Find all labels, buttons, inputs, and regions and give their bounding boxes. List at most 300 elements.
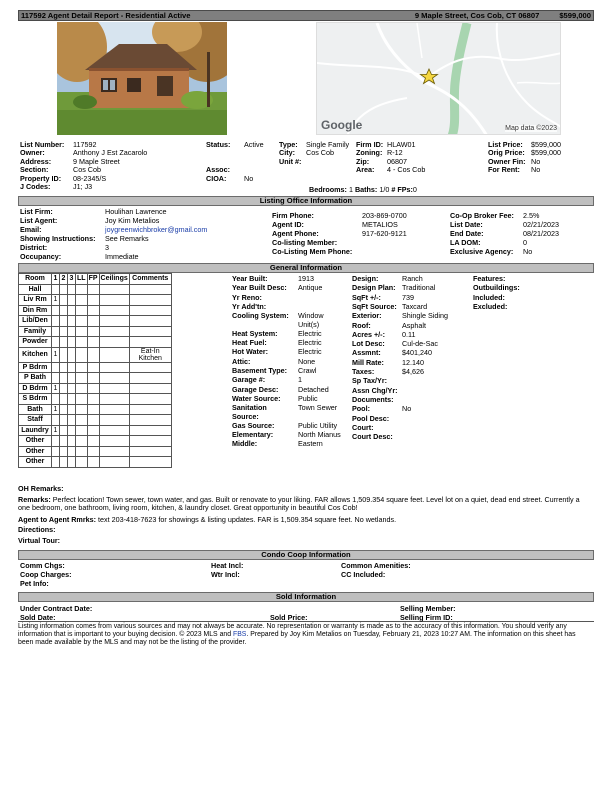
- general-field: [473, 293, 505, 302]
- comm-chgs-label: Comm Chgs:: [20, 561, 65, 570]
- room-level-1: [52, 446, 60, 457]
- rooms-header-row: [19, 274, 172, 285]
- header-price: $599,000: [559, 11, 591, 20]
- report-title: 117592 Agent Detail Report - Residential Active: [21, 11, 191, 20]
- list-date-label: List Date:: [450, 220, 483, 229]
- room-row: [19, 326, 172, 337]
- listing-summary: [18, 134, 594, 196]
- sold-price-label: Sold Price:: [270, 613, 308, 622]
- general-field: [232, 328, 322, 338]
- rooms-col-header: Comments: [129, 274, 171, 285]
- room-fp: [87, 425, 99, 436]
- room-fp: [87, 404, 99, 415]
- general-field-label: Year Built:: [232, 274, 268, 283]
- general-field: [232, 283, 323, 293]
- room-level-ll: [76, 362, 88, 373]
- la-dom-value: 0: [523, 238, 527, 247]
- room-level-2: [60, 337, 68, 348]
- room-level-ll: [76, 316, 88, 327]
- colisting-member-label: Co-listing Member:: [272, 238, 338, 247]
- room-fp: [87, 415, 99, 426]
- baths-value: 1/0: [379, 185, 390, 194]
- oh-remarks: [18, 485, 64, 493]
- room-level-1: 1: [52, 404, 60, 415]
- zip-label: Zip:: [356, 157, 370, 166]
- room-row: [19, 337, 172, 348]
- general-field: [232, 347, 322, 357]
- bedrooms-label: Bedrooms:: [309, 185, 347, 194]
- room-level-1: [52, 305, 60, 316]
- cobroker-fee-value: 2.5%: [523, 211, 540, 220]
- general-field: [352, 376, 387, 385]
- occupancy-value: Immediate: [105, 252, 139, 261]
- general-field: [352, 348, 432, 358]
- room-row: [19, 316, 172, 327]
- room-level-3: [68, 446, 76, 457]
- general-field: [352, 301, 428, 311]
- general-field-label: Exterior:: [352, 311, 382, 321]
- general-field-label: Court:: [352, 422, 374, 432]
- room-level-ll: [76, 404, 88, 415]
- rooms-col-header: LL: [77, 275, 86, 283]
- general-field: [352, 404, 412, 414]
- room-level-1: 1: [52, 383, 60, 394]
- general-field-value: No: [402, 404, 412, 414]
- agent-id-value: METALIOS: [362, 220, 398, 229]
- general-field-value: Antique: [298, 283, 323, 293]
- agent-phone-value: 917-620-9121: [362, 229, 407, 238]
- unit-label: Unit #:: [279, 157, 302, 166]
- general-field-value: 12.140: [402, 357, 424, 367]
- room-comments: [129, 337, 171, 348]
- general-field: [232, 302, 266, 311]
- room-level-2: [60, 436, 68, 447]
- colisting-phone-label: Co-Listing Mem Phone:: [272, 247, 353, 256]
- room-comments: [129, 383, 171, 394]
- room-level-2: [60, 362, 68, 373]
- fps-label: # FPs:: [391, 185, 413, 194]
- general-field: [352, 274, 423, 283]
- room-level-1: 1: [52, 295, 60, 306]
- general-field-value: Electric: [298, 338, 322, 348]
- map-attribution: Map data ©2023: [505, 125, 557, 132]
- exclusive-agency-value: No: [523, 247, 533, 256]
- general-field-value: $401,240: [402, 348, 432, 358]
- room-level-3: [68, 404, 76, 415]
- room-level-1: [52, 436, 60, 447]
- general-field: [352, 395, 394, 404]
- general-field-label: Taxes:: [352, 367, 375, 376]
- disclaimer-text-2: . Prepared by Joy Kim Metalios on Tuesday, February 21, 2023 10:27 AM. The information on this sheet has been made available by the MLS and may not be the listing of the provider.: [18, 630, 576, 646]
- room-level-3: [68, 305, 76, 316]
- general-field-label: Design:: [352, 274, 379, 283]
- disclaimer: [18, 623, 590, 647]
- general-field-label: Court Desc:: [352, 432, 393, 442]
- general-field-value: Cul-de-Sac: [402, 339, 438, 349]
- general-field: [352, 329, 416, 339]
- list-number-value: 117592: [73, 140, 97, 149]
- general-field: [352, 320, 426, 330]
- general-field-value: Town Sewer: [298, 403, 338, 413]
- room-fp: [87, 284, 99, 295]
- room-fp: [87, 446, 99, 457]
- room-row: [19, 383, 172, 394]
- general-field-label: Sp Tax/Yr:: [352, 376, 388, 386]
- room-ceilings: [99, 446, 129, 457]
- room-fp: [87, 326, 99, 337]
- general-field: [352, 367, 424, 376]
- general-field: [473, 274, 505, 283]
- room-level-ll: [76, 337, 88, 348]
- condo-block: [18, 560, 594, 588]
- general-field: [352, 357, 424, 367]
- report-page: [18, 10, 594, 647]
- address-label: Address:: [20, 157, 52, 166]
- room-level-1: [52, 362, 60, 373]
- room-level-2: [60, 295, 68, 306]
- listing-office-block: [18, 206, 594, 263]
- general-field: [473, 302, 507, 311]
- firm-phone-value: 203-869-0700: [362, 211, 407, 220]
- room-row: [19, 284, 172, 295]
- general-field: [352, 386, 398, 395]
- general-field-value: Detached: [298, 384, 329, 394]
- room-level-3: [68, 295, 76, 306]
- end-date-label: End Date:: [450, 229, 484, 238]
- fps-value: 0: [412, 185, 417, 194]
- showing-instructions-value: See Remarks: [105, 234, 149, 243]
- room-level-1: [52, 284, 60, 295]
- list-price-value: $599,000: [531, 140, 561, 149]
- room-fp: [87, 436, 99, 447]
- general-field: [232, 356, 316, 366]
- room-comments: [129, 316, 171, 327]
- room-level-ll: [76, 436, 88, 447]
- room-fp: [87, 337, 99, 348]
- general-field-label: Design Plan:: [352, 283, 396, 293]
- room-ceilings: [99, 383, 129, 394]
- header-address: 9 Maple Street, Cos Cob, CT 06807: [414, 11, 540, 20]
- bed-bath-line: [309, 185, 417, 194]
- room-name: Other: [19, 446, 52, 457]
- section-value: Cos Cob: [73, 165, 101, 174]
- virtual-tour-label: Virtual Tour:: [18, 536, 61, 545]
- room-fp: [87, 305, 99, 316]
- room-level-1: 1: [52, 347, 60, 362]
- room-level-3: [68, 425, 76, 436]
- room-comments: [129, 436, 171, 447]
- for-rent-value: No: [531, 165, 541, 174]
- room-row: [19, 347, 172, 362]
- cioa-label: CIOA:: [206, 174, 227, 183]
- general-field-label: Heat System:: [232, 328, 278, 338]
- room-name: Other: [19, 457, 52, 468]
- room-level-2: [60, 305, 68, 316]
- general-field: [352, 292, 414, 302]
- email-link[interactable]: joygreenwichbroker@gmail.com: [105, 225, 208, 234]
- common-amenities-label: Common Amenities:: [341, 561, 411, 570]
- cobroker-fee-label: Co-Op Broker Fee:: [450, 211, 514, 220]
- general-field-label: Sanitation Source:: [232, 403, 267, 422]
- type-value: Single Family: [306, 140, 350, 149]
- room-name: P Bath: [19, 373, 52, 384]
- general-field-value: 0.11: [402, 329, 416, 339]
- directions-label: Directions:: [18, 525, 56, 534]
- heat-incl-label: Heat Incl:: [211, 561, 244, 570]
- general-field: [232, 366, 317, 375]
- selling-firm-label: Selling Firm ID:: [400, 613, 453, 622]
- general-field-label: Outbuildings:: [473, 283, 520, 293]
- general-field: [352, 339, 438, 349]
- general-field-label: Pool:: [352, 404, 370, 414]
- general-field-label: Features:: [473, 274, 506, 283]
- room-level-3: [68, 383, 76, 394]
- rooms-col-header: 1: [52, 274, 60, 285]
- sold-block: [18, 602, 594, 622]
- general-field-value: Ranch: [402, 274, 423, 283]
- property-id-label: Property ID:: [20, 174, 62, 183]
- type-label: Type:: [279, 140, 298, 149]
- rooms-col-header: FP: [88, 275, 98, 283]
- firm-id-value: HLAW01: [387, 140, 416, 149]
- zoning-value: R-12: [387, 148, 403, 157]
- remarks-text: Perfect location! Town sewer, town water, and gas. Built or renovate to your liking. FAR allows 1,509.354 square feet. Level lot on a quiet, dead end street. Currently a one bedroom, one bathroom, living room, kitchen, & laundry closet. Great opportunity in beautiful Cos Cob!: [18, 495, 580, 513]
- room-level-2: [60, 373, 68, 384]
- room-ceilings: [99, 326, 129, 337]
- fbs-link[interactable]: FBS: [232, 630, 247, 638]
- owner-fin-value: No: [531, 157, 541, 166]
- general-field-label: Pool Desc:: [352, 413, 390, 423]
- room-row: [19, 373, 172, 384]
- room-comments: [129, 373, 171, 384]
- room-level-ll: [76, 305, 88, 316]
- agent-id-label: Agent ID:: [272, 220, 304, 229]
- property-photo[interactable]: [57, 22, 227, 135]
- room-level-2: [60, 316, 68, 327]
- room-level-ll: [76, 394, 88, 405]
- room-level-3: [68, 436, 76, 447]
- room-row: [19, 436, 172, 447]
- room-ceilings: [99, 436, 129, 447]
- virtual-tour: [18, 537, 60, 545]
- room-level-3: [68, 415, 76, 426]
- general-info-section-header: General Information: [18, 263, 594, 273]
- room-ceilings: [99, 362, 129, 373]
- room-level-2: [60, 425, 68, 436]
- city-value: Cos Cob: [306, 148, 334, 157]
- general-field-value: 1913: [298, 274, 314, 283]
- general-field-label: Year Built Desc:: [232, 283, 287, 293]
- owner-fin-label: Owner Fin:: [488, 157, 526, 166]
- room-ceilings: [99, 425, 129, 436]
- room-fp: [87, 347, 99, 362]
- listing-office-section-header: Listing Office Information: [18, 196, 594, 206]
- owner-label: Owner:: [20, 148, 45, 157]
- room-fp: [87, 457, 99, 468]
- room-fp: [87, 373, 99, 384]
- room-name: Staff: [19, 415, 52, 426]
- bedrooms-value: 1: [348, 185, 353, 194]
- general-field-label: Gas Source:: [232, 420, 275, 430]
- room-ceilings: [99, 373, 129, 384]
- room-row: [19, 305, 172, 316]
- list-number-label: List Number:: [20, 140, 65, 149]
- general-field-label: Hot Water:: [232, 347, 269, 357]
- google-logo: Google: [321, 118, 363, 132]
- status-value: Active: [244, 140, 264, 149]
- media-row: [18, 21, 594, 134]
- room-level-3: [68, 394, 76, 405]
- room-level-3: [68, 316, 76, 327]
- district-value: 3: [105, 243, 109, 252]
- general-field: [352, 423, 374, 432]
- room-comments: [129, 446, 171, 457]
- room-name: Other: [19, 436, 52, 447]
- jcodes-value: J1; J3: [73, 182, 93, 191]
- room-level-2: [60, 326, 68, 337]
- remarks-label: Remarks:: [18, 495, 51, 504]
- general-field-label: Assmnt:: [352, 348, 381, 358]
- occupancy-label: Occupancy:: [20, 252, 62, 261]
- for-rent-label: For Rent:: [488, 165, 520, 174]
- room-level-1: [52, 457, 60, 468]
- general-field: [232, 338, 322, 348]
- room-name: Din Rm: [19, 305, 52, 316]
- area-label: Area:: [356, 165, 375, 174]
- address-value: 9 Maple Street: [73, 157, 120, 166]
- end-date-value: 08/21/2023: [523, 229, 559, 238]
- room-level-1: [52, 326, 60, 337]
- room-comments: [129, 425, 171, 436]
- general-field: [232, 403, 338, 422]
- jcodes-label: J Codes:: [20, 182, 51, 191]
- agent-remarks-label: Agent to Agent Rmrks:: [18, 515, 96, 524]
- room-level-3: [68, 362, 76, 373]
- showing-instructions-label: Showing Instructions:: [20, 234, 96, 243]
- general-field-label: Middle:: [232, 439, 258, 449]
- room-name: Powder: [19, 337, 52, 348]
- section-label: Section:: [20, 165, 49, 174]
- room-name: P Bdrm: [19, 362, 52, 373]
- room-level-1: [52, 415, 60, 426]
- sold-section-header: Sold Information: [18, 592, 594, 602]
- list-price-label: List Price:: [488, 140, 523, 149]
- agent-remarks: [18, 516, 584, 524]
- rooms-col-header: 2: [60, 274, 68, 285]
- general-field-label: Acres +/-:: [352, 329, 385, 339]
- room-name: S Bdrm: [19, 394, 52, 405]
- general-field-label: Garage Desc:: [232, 384, 279, 394]
- general-field-label: Excluded:: [473, 301, 508, 311]
- room-level-ll: [76, 446, 88, 457]
- room-level-2: [60, 404, 68, 415]
- room-name: Lib/Den: [19, 316, 52, 327]
- rooms-col-header: 3: [68, 274, 76, 285]
- general-field: [352, 283, 436, 293]
- general-field-label: Assn Chg/Yr:: [352, 385, 398, 395]
- room-level-ll: [76, 326, 88, 337]
- room-comments: [129, 326, 171, 337]
- room-level-3: [68, 284, 76, 295]
- general-field: [232, 384, 329, 394]
- room-ceilings: [99, 305, 129, 316]
- location-map[interactable]: [316, 22, 561, 135]
- general-field-value: Window Unit(s): [298, 311, 324, 330]
- property-id-value: 08-2345/S: [73, 174, 107, 183]
- room-level-3: [68, 457, 76, 468]
- pet-info-label: Pet Info:: [20, 579, 49, 588]
- general-field-value: North Mianus: [298, 430, 341, 440]
- room-level-1: [52, 373, 60, 384]
- public-remarks: [18, 496, 584, 513]
- room-name: Kitchen: [19, 347, 52, 362]
- list-firm-label: List Firm:: [20, 207, 53, 216]
- room-fp: [87, 362, 99, 373]
- general-field-value: Electric: [298, 347, 322, 357]
- general-field: [232, 274, 314, 283]
- room-ceilings: [99, 457, 129, 468]
- coop-charges-label: Coop Charges:: [20, 570, 72, 579]
- general-field-label: Basement Type:: [232, 366, 287, 375]
- general-field-value: Asphalt: [402, 320, 426, 330]
- room-level-3: [68, 326, 76, 337]
- general-field: [352, 414, 389, 423]
- zip-value: 06807: [387, 157, 407, 166]
- general-field-label: SqFt Source:: [352, 301, 397, 311]
- general-field-label: Water Source:: [232, 393, 281, 403]
- general-field: [232, 439, 323, 449]
- general-field-value: Taxcard: [402, 301, 428, 311]
- room-fp: [87, 383, 99, 394]
- room-name: Liv Rm: [19, 295, 52, 306]
- agent-remarks-text: text 203-418-7623 for showings & listing updates. FAR is 1,509.354 square feet. No wetlands.: [98, 515, 397, 524]
- general-field: [232, 420, 338, 430]
- general-field-value: Shingle Siding: [402, 311, 448, 321]
- room-comments: [129, 394, 171, 405]
- general-field-value: None: [298, 356, 316, 366]
- room-row: [19, 457, 172, 468]
- room-level-1: [52, 337, 60, 348]
- room-level-1: [52, 394, 60, 405]
- room-level-2: [60, 347, 68, 362]
- room-fp: [87, 295, 99, 306]
- selling-member-label: Selling Member:: [400, 604, 456, 613]
- room-level-3: [68, 337, 76, 348]
- general-field-value: 1: [298, 375, 302, 385]
- room-name: D Bdrm: [19, 383, 52, 394]
- condo-section-header: Condo Coop Information: [18, 550, 594, 560]
- room-comments: Eat-In Kitchen: [129, 347, 171, 362]
- room-level-ll: [76, 284, 88, 295]
- general-field-value: Public Utility: [298, 420, 338, 430]
- general-field: [232, 375, 302, 385]
- room-comments: [129, 457, 171, 468]
- general-field-value: $4,626: [402, 367, 424, 376]
- room-level-ll: [76, 373, 88, 384]
- room-name: Family: [19, 326, 52, 337]
- assoc-label: Assoc:: [206, 165, 230, 174]
- orig-price-label: Orig Price:: [488, 148, 525, 157]
- room-comments: [129, 295, 171, 306]
- general-field: [232, 311, 324, 330]
- exclusive-agency-label: Exclusive Agency:: [450, 247, 514, 256]
- general-info-block: [18, 273, 594, 485]
- city-label: City:: [279, 148, 295, 157]
- zoning-label: Zoning:: [356, 148, 383, 157]
- email-label: Email:: [20, 225, 42, 234]
- under-contract-label: Under Contract Date:: [20, 604, 93, 613]
- owner-value: Anthony J Est Zacarolo: [73, 148, 148, 157]
